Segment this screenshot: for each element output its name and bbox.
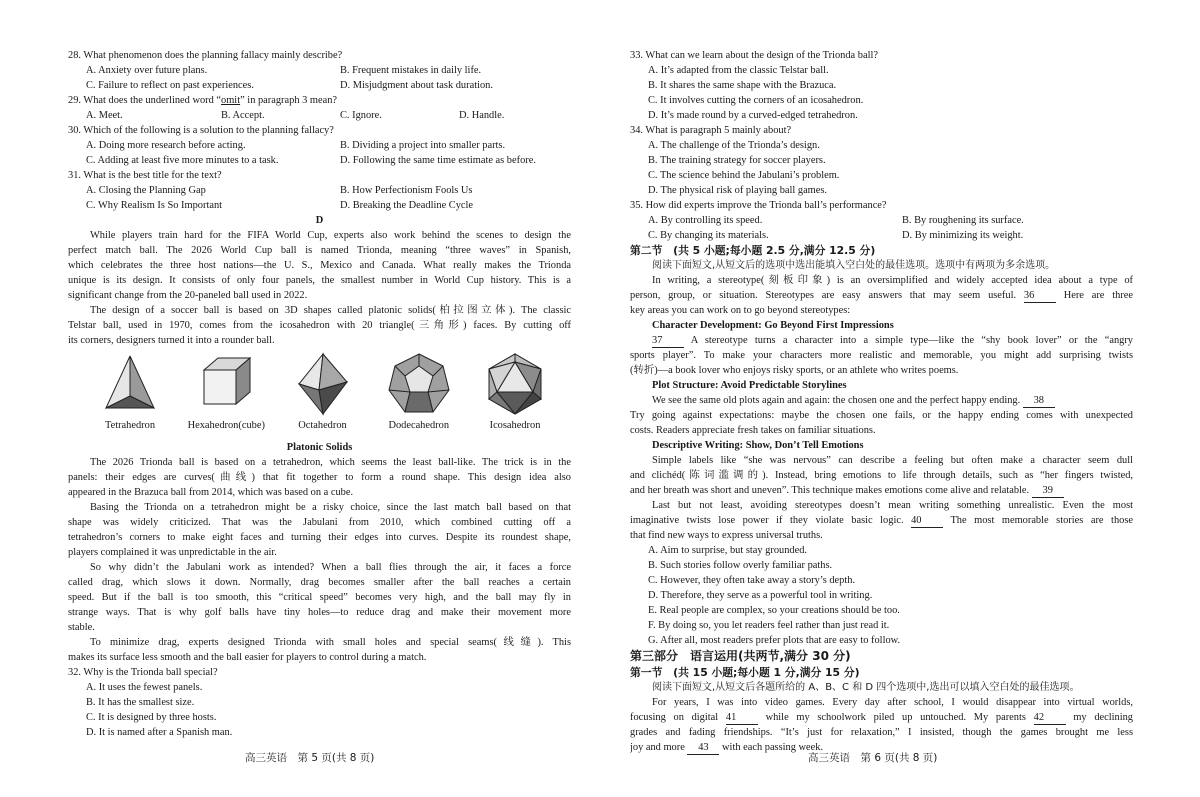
- blank-43[interactable]: 43: [687, 742, 719, 755]
- q32-option-c[interactable]: C. It is designed by three hosts.: [86, 712, 217, 723]
- tetrahedron-icon: [100, 352, 160, 416]
- solid-label: Tetrahedron: [104, 420, 156, 431]
- option-a[interactable]: A. Aim to surprise, but stay grounded.: [648, 545, 808, 556]
- paragraph-1: While players train hard for the FIFA World Cup, experts also work behind the scenes to design the perfect match ball. The 2026 World Cup ball is named Trionda, meaning “three waves” in Spanish, which celebrates the three host nations—the U. S., Mexico and Canada. What really makes the Trionda unique is its design. It consists of only four panels, the smallest number in World Cup history. This is a significant change from the 20-paneled ball used in 2022.: [68, 230, 571, 301]
- q33-stem: 33. What can we learn about the design of the Trionda ball?: [630, 50, 878, 61]
- underlined-word: omit: [221, 95, 241, 106]
- option-c[interactable]: C. However, they often take away a story’s depth.: [648, 575, 856, 586]
- q31-option-a[interactable]: A. Closing the Planning Gap: [86, 185, 206, 196]
- q29-options: [68, 108, 571, 123]
- blank-40[interactable]: 40: [911, 515, 943, 528]
- q29-option-a[interactable]: A. Meet.: [86, 110, 123, 121]
- platonic-solids-figure: [68, 348, 571, 440]
- q28-options: [68, 63, 571, 78]
- q35-option-b[interactable]: B. By roughening its surface.: [902, 215, 1024, 226]
- blank-42[interactable]: 42: [1034, 712, 1066, 725]
- subheading-plot: Plot Structure: Avoid Predictable Storylines: [652, 380, 847, 391]
- section-2-instructions: 阅读下面短文,从短文后的选项中选出能填入空白处的最佳选项。选项中有两项为多余选项。: [652, 260, 1056, 271]
- solid-label: Hexahedron(cube): [187, 420, 265, 431]
- blank-38[interactable]: 38: [1023, 395, 1055, 408]
- q28-option-a[interactable]: A. Anxiety over future plans.: [86, 65, 208, 76]
- section-1-instructions: 阅读下面短文,从短文后各题所给的 A、B、C 和 D 四个选项中,选出可以填入空白处的最佳选项。: [652, 682, 1080, 693]
- solid-label: Octahedron: [298, 420, 347, 431]
- icosahedron-icon: [483, 352, 547, 416]
- cloze-paragraph-1: In writing, a stereotype(刻板印象) is an oversimplified and widely accepted idea about a type of person, group, or situation. Stereotypes are easy answers that may seem useful. 36 Here are three key areas you can work on to go beyond stereotypes:: [630, 275, 1133, 316]
- q32-option-b[interactable]: B. It has the smallest size.: [86, 697, 195, 708]
- section-2-heading: 第二节 (共 5 小题;每小题 2.5 分,满分 12.5 分): [630, 244, 876, 257]
- option-g[interactable]: G. After all, most readers prefer plots that are easy to follow.: [648, 635, 901, 646]
- solid-dodecahedron: [373, 352, 465, 440]
- q29-stem: 29. What does the underlined word “omit” in paragraph 3 mean?: [68, 95, 338, 106]
- cloze-passage: For years, I was into video games. Every day after school, I would disappear into virtual worlds, focusing on digital 41 while my schoolwork piled up untouched. My parents 42 my declining grades and fading friendships. “It’s just for relaxation,” I insisted, though the games brought me less joy and more 43 with each passing week.: [630, 697, 1133, 753]
- solid-tetrahedron: [84, 352, 176, 440]
- paragraph-5: So why didn’t the Jabulani work as intended? When a ball flies through the air, it faces a force called drag, which slows it down. Normally, drag becomes smaller after the ball reaches a certain speed. But if the ball is too smooth, this “critical speed” becomes very high, and the ball may fly in strange ways. That is why golf balls have tiny holes—to reduce drag and make their movement more stable.: [68, 562, 571, 633]
- q28-option-d[interactable]: D. Misjudgment about task duration.: [340, 80, 493, 91]
- solid-octahedron: [277, 352, 369, 440]
- q35-option-c[interactable]: C. By changing its materials.: [648, 230, 769, 241]
- option-d[interactable]: D. Therefore, they serve as a powerful tool in writing.: [648, 590, 873, 601]
- q34-option-c[interactable]: C. The science behind the Jabulani’s problem.: [648, 170, 840, 181]
- q31-option-d[interactable]: D. Breaking the Deadline Cycle: [340, 200, 474, 211]
- paragraph-2: The design of a soccer ball is based on 3D shapes called platonic solids(柏拉图立体). The classic Telstar ball, used in 1970, comes from the icosahedron with 20 triangle(三角形) faces. By cutting off its corners, designers turned it into a rounder ball.: [68, 305, 571, 346]
- paragraph-6: To minimize drag, experts designed Trionda with small holes and special seams(线缝). This makes its surface less smooth and the ball easier for players to control during a match.: [68, 637, 571, 663]
- cloze-paragraph-3: We see the same old plots again and again: the chosen one and the perfect happy ending. 38 Try going against expectations: maybe the chosen one fails, or the happy ending comes with unexpected costs. Readers appreciate fresh takes on familiar situations.: [630, 395, 1133, 436]
- cube-icon: [196, 352, 256, 416]
- cloze-paragraph-2: 37 A stereotype turns a character into a simple type—like the “shy book lover” or the “angry sports player”. To make your characters more realistic and memorable, you might add surprising twists (转折)—a book lover who enjoys risky sports, or an athlete who writes poems.: [630, 335, 1133, 376]
- q29-option-c[interactable]: C. Ignore.: [340, 110, 382, 121]
- subheading-character: Character Development: Go Beyond First Impressions: [652, 320, 894, 331]
- q31-stem: 31. What is the best title for the text?: [68, 170, 222, 181]
- q33-option-d[interactable]: D. It’s made round by a curved-edged tetrahedron.: [648, 110, 858, 121]
- option-f[interactable]: F. By doing so, you let readers feel rather than just read it.: [648, 620, 890, 631]
- right-page-footer: 高三英语 第 6 页(共 8 页): [808, 752, 938, 764]
- q28-option-b[interactable]: B. Frequent mistakes in daily life.: [340, 65, 482, 76]
- q29-option-b[interactable]: B. Accept.: [221, 110, 265, 121]
- dodecahedron-icon: [387, 352, 451, 416]
- subheading-descriptive: Descriptive Writing: Show, Don’t Tell Emotions: [652, 440, 864, 451]
- blank-37[interactable]: 37: [652, 335, 684, 348]
- solid-label: Icosahedron: [489, 420, 541, 431]
- q32-option-a[interactable]: A. It uses the fewest panels.: [86, 682, 203, 693]
- q31-option-c[interactable]: C. Why Realism Is So Important: [86, 200, 223, 211]
- q28-option-c[interactable]: C. Failure to reflect on past experiences.: [86, 80, 254, 91]
- blank-41[interactable]: 41: [726, 712, 758, 725]
- q35-option-a[interactable]: A. By controlling its speed.: [648, 215, 763, 226]
- q31-option-b[interactable]: B. How Perfectionism Fools Us: [340, 185, 473, 196]
- blank-36[interactable]: 36: [1024, 290, 1056, 303]
- q33-option-b[interactable]: B. It shares the same shape with the Brazuca.: [648, 80, 837, 91]
- q30-option-a[interactable]: A. Doing more research before acting.: [86, 140, 246, 151]
- passage-label: D: [315, 215, 324, 226]
- octahedron-icon: [293, 352, 353, 416]
- cloze-paragraph-4: Simple labels like “she was nervous” can describe a feeling but often make a character seem dull and clichéd(陈词滥调的). Instead, bring emotions to life through details, such as “her fingers twisted, and her breath was short and uneven”. This technique makes emotions come alive and relatable. 39: [630, 455, 1133, 496]
- paragraph-3: The 2026 Trionda ball is based on a tetrahedron, which seems the least ball-like. The trick is in the panels: their edges are curves(曲线) that fit together to form a round shape. This design idea also appeared in the Brazuca ball from 2014, which was based on a cube.: [68, 457, 571, 498]
- left-page-footer: 高三英语 第 5 页(共 8 页): [245, 752, 375, 764]
- solid-hexahedron: [180, 352, 272, 440]
- q30-option-d[interactable]: D. Following the same time estimate as before.: [340, 155, 536, 166]
- solid-label: Dodecahedron: [388, 420, 450, 431]
- solid-icosahedron: [469, 352, 561, 440]
- cloze-paragraph-5: Last but not least, avoiding stereotypes doesn’t mean writing something unrealistic. Even the most imaginative twists lose power if they violate basic logic. 40 The most memorable stories are those that find new ways to express universal truths.: [630, 500, 1133, 541]
- left-column: [68, 48, 571, 740]
- q30-option-c[interactable]: C. Adding at least five more minutes to a task.: [86, 155, 279, 166]
- q30-stem: 30. Which of the following is a solution to the planning fallacy?: [68, 125, 334, 136]
- blank-39[interactable]: 39: [1032, 485, 1064, 498]
- q34-option-a[interactable]: A. The challenge of the Trionda’s design.: [648, 140, 820, 151]
- section-2-options: [630, 543, 1133, 648]
- q35-option-d[interactable]: D. By minimizing its weight.: [902, 230, 1024, 241]
- q28-stem: 28. What phenomenon does the planning fallacy mainly describe?: [68, 50, 343, 61]
- q34-option-d[interactable]: D. The physical risk of playing ball games.: [648, 185, 828, 196]
- q35-stem: 35. How did experts improve the Trionda ball’s performance?: [630, 200, 887, 211]
- q29-option-d[interactable]: D. Handle.: [459, 110, 505, 121]
- right-column: [630, 48, 1133, 755]
- q30-option-b[interactable]: B. Dividing a project into smaller parts.: [340, 140, 506, 151]
- q32-stem: 32. Why is the Trionda ball special?: [68, 667, 218, 678]
- figure-caption: Platonic Solids: [286, 442, 353, 453]
- paragraph-4: Basing the Trionda on a tetrahedron might be a risky choice, since the last match ball based on that shape was widely criticized. That was the Jabulani from 2010, which combined cutting off a tetrahedron’s corners to make eight faces and turning their edges into curves. Despite its roundest shape, players complained it was unpredictable in the air.: [68, 502, 571, 558]
- q32-option-d[interactable]: D. It is named after a Spanish man.: [86, 727, 233, 738]
- option-b[interactable]: B. Such stories follow overly familiar paths.: [648, 560, 833, 571]
- q33-option-a[interactable]: A. It’s adapted from the classic Telstar ball.: [648, 65, 829, 76]
- option-e[interactable]: E. Real people are complex, so your creations should be too.: [648, 605, 900, 616]
- q34-option-b[interactable]: B. The training strategy for soccer players.: [648, 155, 826, 166]
- section-1-heading: 第一节 (共 15 小题;每小题 1 分,满分 15 分): [630, 666, 860, 679]
- q34-stem: 34. What is paragraph 5 mainly about?: [630, 125, 792, 136]
- q33-option-c[interactable]: C. It involves cutting the corners of an icosahedron.: [648, 95, 864, 106]
- part-3-heading: 第三部分 语言运用(共两节,满分 30 分): [630, 649, 851, 663]
